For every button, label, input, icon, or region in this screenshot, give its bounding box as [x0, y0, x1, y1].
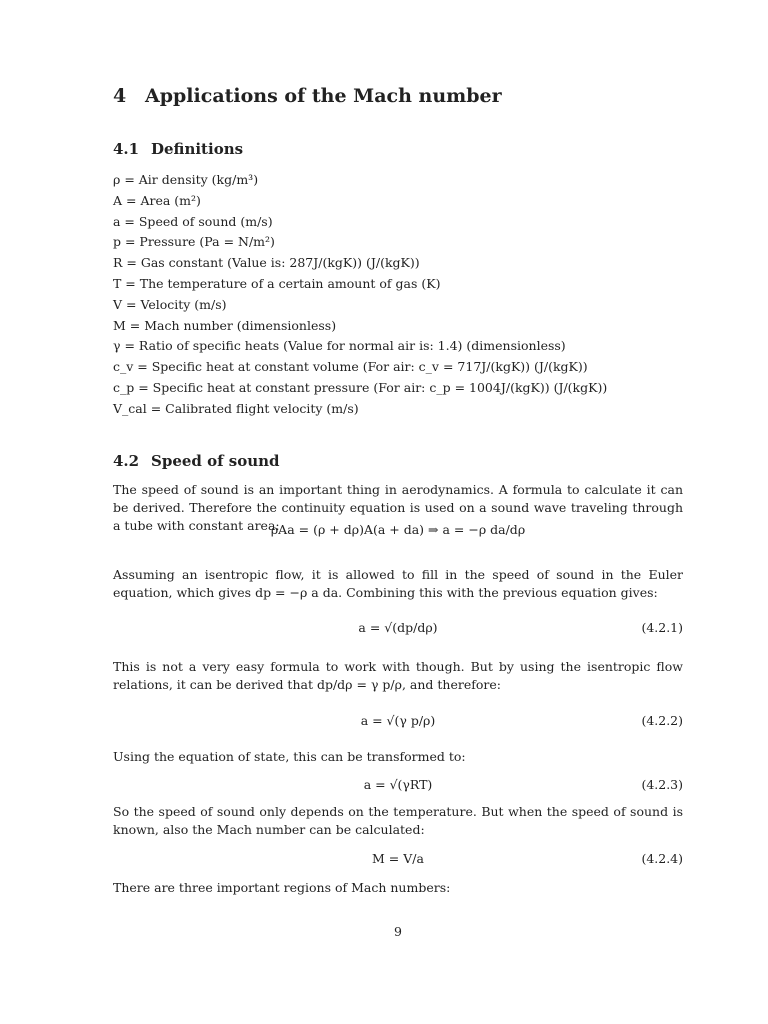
equation-tag: (4.2.3)	[641, 777, 683, 792]
section-number: 4.2	[113, 452, 140, 470]
definition-item: T = The temperature of a certain amount of gas (K)	[113, 275, 441, 291]
definition-item: c_v = Specific heat at constant volume (For air: c_v = 717J/(kgK)) (J/(kgK))	[113, 359, 588, 375]
section-heading-definitions	[113, 140, 243, 158]
section-title: Definitions	[151, 140, 244, 158]
paragraph: So the speed of sound only depends on the temperature. But when the speed of sound is known, also the Mach number can be calculated:	[113, 804, 683, 837]
chapter-number: 4	[113, 85, 127, 107]
definition-item: ρ = Air density (kg/m³)	[113, 172, 259, 187]
definition-item: p = Pressure (Pa = N/m²)	[113, 234, 275, 250]
equation-body: a = √(γRT)	[363, 777, 433, 792]
chapter-title: Applications of the Mach number	[145, 85, 502, 107]
definition-item: V_cal = Calibrated flight velocity (m/s)	[113, 400, 359, 416]
paragraph: Assuming an isentropic flow, it is allowed to fill in the speed of sound in the Euler equation, which gives dp = −ρ a da. Combining this with the previous equation gives:	[113, 567, 683, 600]
definition-item: M = Mach number (dimensionless)	[113, 317, 337, 333]
definitions-list	[113, 170, 607, 420]
equation-tag: (4.2.1)	[641, 620, 683, 635]
paragraph: There are three important regions of Mach numbers:	[113, 880, 451, 895]
chapter-heading	[113, 85, 502, 107]
definition-item: c_p = Specific heat at constant pressure (For air: c_p = 1004J/(kgK)) (J/(kgK))	[113, 379, 608, 395]
definition-item: γ = Ratio of specific heats (Value for normal air is: 1.4) (dimensionless)	[113, 338, 566, 354]
paragraph: The speed of sound is an important thing in aerodynamics. A formula to calculate it can be derived. Therefore the continuity equation is used on a sound wave traveling through a tube with constant area:	[113, 482, 683, 533]
definition-item: A = Area (m²)	[113, 192, 201, 208]
equation-tag: (4.2.4)	[641, 851, 683, 866]
equation-4-2-1	[113, 620, 683, 660]
equation-tag: (4.2.2)	[641, 713, 683, 728]
equation-4-2-2	[113, 713, 683, 753]
equation-body: a = √(dp/dρ)	[358, 620, 438, 635]
equation-continuity	[113, 522, 683, 562]
paragraph: Using the equation of state, this can be transformed to:	[113, 749, 466, 764]
section-title: Speed of sound	[151, 452, 280, 470]
definition-item: a = Speed of sound (m/s)	[113, 213, 273, 229]
section-heading-speed-of-sound	[113, 452, 280, 470]
document-page	[113, 0, 683, 1024]
definition-item: R = Gas constant (Value is: 287J/(kgK)) (J/(kgK))	[113, 255, 420, 271]
equation-body: ρAa = (ρ + dρ)A(a + da) ⇒ a = −ρ da/dρ	[270, 522, 526, 537]
definition-item: V = Velocity (m/s)	[113, 296, 227, 312]
equation-body: a = √(γ p/ρ)	[360, 713, 436, 728]
equation-body: M = V/a	[372, 851, 424, 866]
paragraph: This is not a very easy formula to work with though. But by using the isentropic flow relations, it can be derived that dp/dρ = γ p/ρ, and therefore:	[113, 659, 683, 692]
section-number: 4.1	[113, 140, 140, 158]
page-number: 9	[394, 924, 402, 939]
